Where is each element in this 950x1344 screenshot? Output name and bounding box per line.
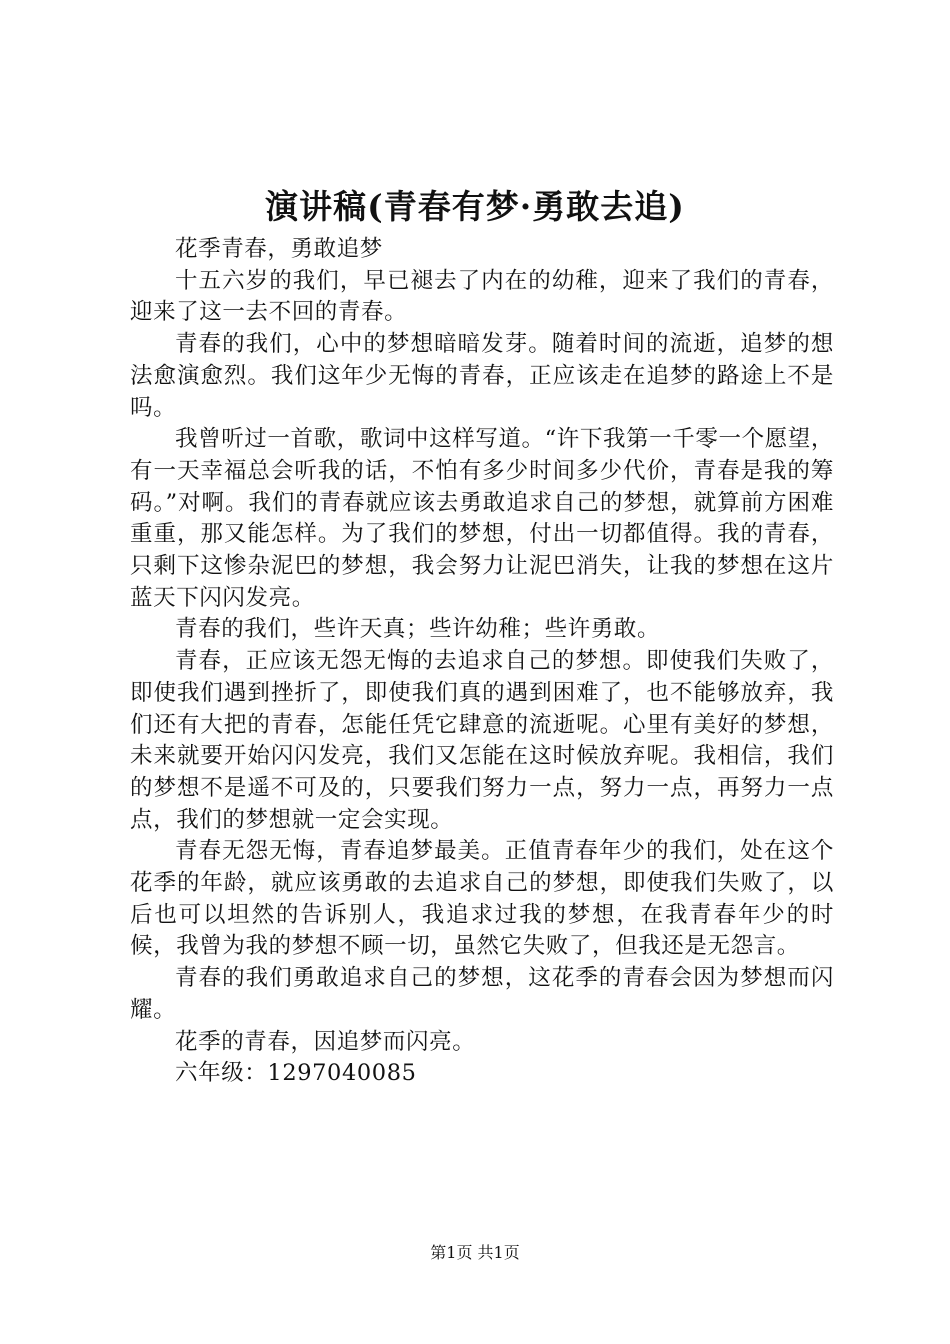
paragraph-subtitle: 花季青春，勇敢追梦 xyxy=(175,236,383,262)
paragraph: 十五六岁的我们，早已褪去了内在的幼稚，迎来了我们的青春，迎来了这一去不回的青春。 xyxy=(130,267,834,326)
paragraph: 青春，正应该无怨无悔的去追求自己的梦想。即使我们失败了，即使我们遇到挫折了，即使我们真的遇到困难了，也不能够放弃，我们还有大把的青春，怎能任凭它肆意的流逝呢。心里有美好的梦想，未来就要开始闪闪发亮，我们又怎能在这时候放弃呢。我相信，我们的梦想不是遥不可及的，只要我们努力一点，努力一点，再努力一点点，我们的梦想就一定会实现。 xyxy=(130,648,834,833)
page-footer: 第1页 共1页 xyxy=(430,1243,520,1262)
document-title: 演讲稿(青春有梦·勇敢去追) xyxy=(265,187,685,226)
paragraph: 青春的我们勇敢追求自己的梦想，这花季的青春会因为梦想而闪耀。 xyxy=(130,965,834,1023)
paragraph: 青春无怨无悔，青春追梦最美。正值青春年少的我们，处在这个花季的年龄，就应该勇敢的去追求自己的梦想，即使我们失败了，以后也可以坦然的告诉别人，我追求过我的梦想，在我青春年少的时候，我曾为我的梦想不顾一切，虽然它失败了，但我还是无怨言。 xyxy=(130,838,834,960)
author-grade-line: 六年级：1297040085 xyxy=(175,1060,417,1087)
paragraph: 青春的我们，心中的梦想暗暗发芽。随着时间的流逝，追梦的想法愈演愈烈。我们这年少无悔的青春，正应该走在追梦的路途上不是吗。 xyxy=(130,331,834,421)
document-body xyxy=(130,234,834,1090)
paragraph: 青春的我们，些许天真；些许幼稚；些许勇敢。 xyxy=(175,616,661,643)
paragraph: 我曾听过一首歌，歌词中这样写道。“许下我第一千零一个愿望，有一天幸福总会听我的话，不怕有多少时间多少代价，青春是我的筹码。”对啊。我们的青春就应该去勇敢追求自己的梦想，就算前方困难重重，那又能怎样。为了我们的梦想，付出一切都值得。我的青春，只剩下这惨杂泥巴的梦想，我会努力让泥巴消失，让我的梦想在这片蓝天下闪闪发亮。 xyxy=(130,426,834,611)
paragraph: 花季的青春，因追梦而闪亮。 xyxy=(175,1028,476,1055)
